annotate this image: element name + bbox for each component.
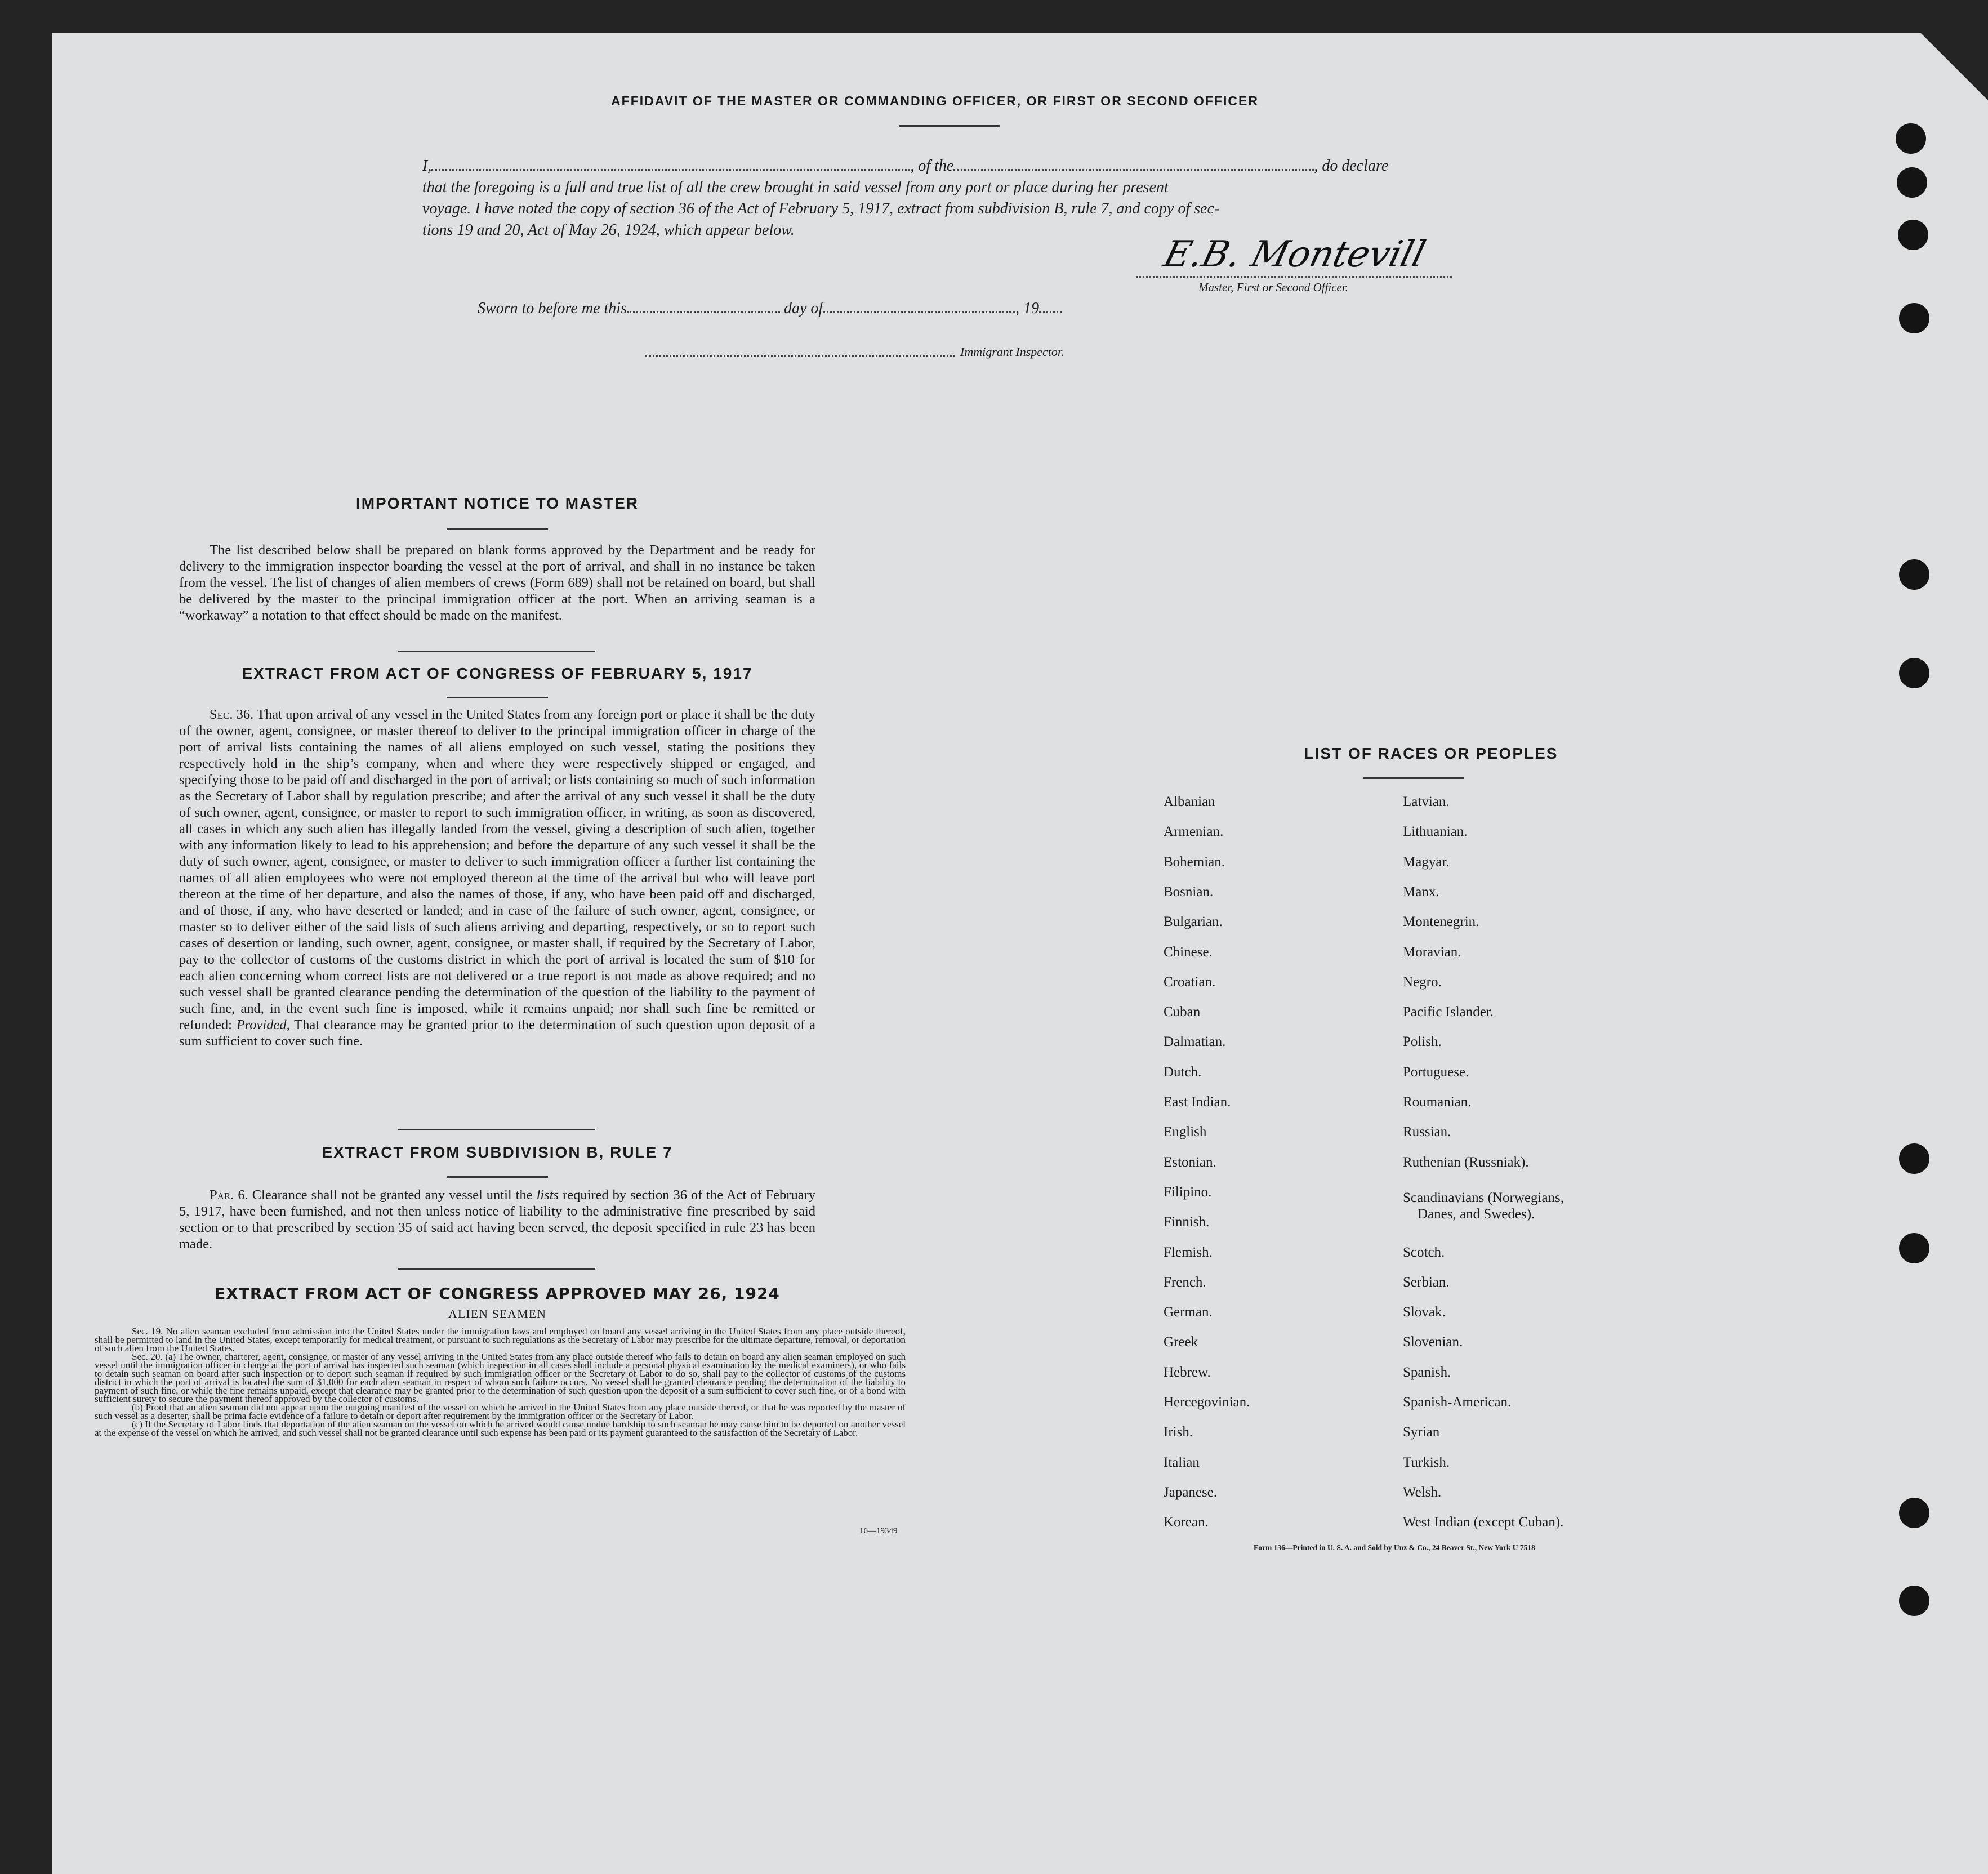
- race-item: Magyar.: [1403, 854, 1450, 870]
- divider: [447, 1176, 548, 1178]
- race-item: Portuguese.: [1403, 1065, 1469, 1080]
- race-item-continuation: Danes, and Swedes).: [1418, 1207, 1535, 1222]
- affidavit-title: AFFIDAVIT OF THE MASTER OR COMMANDING OFFICER, OR FIRST OR SECOND OFFICER: [611, 94, 1259, 108]
- master-signature: E.B. Montevill: [1159, 234, 1430, 275]
- sworn-line: [478, 300, 1062, 318]
- race-item: Bosnian.: [1164, 884, 1214, 900]
- binder-hole: [1899, 303, 1929, 333]
- race-item: Italian: [1164, 1455, 1200, 1470]
- binder-hole: [1899, 1143, 1929, 1174]
- race-item: German.: [1164, 1305, 1213, 1320]
- form-footer: Form 136—Printed in U. S. A. and Sold by Unz & Co., 24 Beaver St., New York U 7518: [1254, 1543, 1535, 1552]
- binder-hole: [1899, 1586, 1929, 1616]
- race-item: Spanish.: [1403, 1365, 1451, 1380]
- inspector-caption: Immigrant Inspector.: [960, 345, 1064, 359]
- race-item: Korean.: [1164, 1515, 1209, 1530]
- divider: [398, 1129, 595, 1130]
- section-36-body: That upon arrival of any vessel in the United States from any foreign port or place it shall be the duty of the owner, agent, consignee, or master thereof to deliver to the principal immigration officer in charge of the port of arrival lists containing the names of all aliens employed on such vessel, stating the positions they respectively hold in the ship’s company, when and where they were respectively shipped or engaged, and specifying those to be paid off and discharged in the port of arrival; or lists containing so much of such information as the Secretary of Labor shall by regulation prescribe; and after the arrival of any such vessel it shall be the duty of such owner, agent, consignee, or master to report to such immigration officer, in writing, as soon as discovered, all cases in which any such alien has illegally landed from the vessel, giving a description of such alien, together with any information likely to lead to his apprehension; and before the departure of any such vessel it shall be the duty of such owner, agent, consignee, or master to deliver to such immigration officer a further list containing the names of all alien employees who were not employed thereon at the time of the arrival but who will leave port thereon at the time of her departure, and also the names of those, if any, who have been paid off and discharged, and of those, if any, who have deserted or landed; and in case of the failure of such owner, agent, consignee, or master so to deliver either of the said lists of such aliens arriving and departing, respectively, or so to report such cases of desertion or landing, such owner, agent, consignee, or master shall, if required by the Secretary of Labor, pay to the collector of customs of the customs district in which the port of arrival is located the sum of $10 for each alien concerning whom correct lists are not delivered or a true report is not made as above required; and no such vessel shall be granted clearance pending the determination of the question of the liability to the payment of such fine, and, in the event such fine is imposed, while it remains unpaid; nor shall such fine be remitted or refunded:: [179, 707, 815, 1032]
- race-item: Lithuanian.: [1403, 824, 1468, 839]
- binder-hole: [1899, 1233, 1929, 1263]
- vessel-blank: [953, 169, 1314, 171]
- extract-1924-title: EXTRACT FROM ACT OF CONGRESS APPROVED MAY 26, 1924: [215, 1284, 780, 1303]
- extract-1917-title: EXTRACT FROM ACT OF CONGRESS OF FEBRUARY 5, 1917: [242, 665, 753, 682]
- race-item: Croatian.: [1164, 974, 1216, 990]
- race-item: Greek: [1164, 1334, 1198, 1350]
- notice-text: The list described below shall be prepared on blank forms approved by the Department and be ready for delivery to the immigration inspector boarding the vessel at the port of arrival, and shall in no instance be taken from the vessel. The list of changes of alien members of crews (Form 689) shall not be retained on board, but shall be delivered by the master to the principal immigration officer at the port. When an arriving seaman is a “workaway” a notation to that effect should be made on the manifest.: [179, 542, 815, 623]
- race-item: Russian.: [1403, 1124, 1451, 1139]
- race-item: Flemish.: [1164, 1245, 1213, 1260]
- affidavit-line-4: tions 19 and 20, Act of May 26, 1924, which appear below.: [422, 221, 795, 239]
- race-item: Chinese.: [1164, 945, 1213, 960]
- race-item: Dutch.: [1164, 1065, 1202, 1080]
- extract-1924-text: [95, 1327, 906, 1437]
- sec-20c-text: (c) If the Secretary of Labor finds that deportation of the alien seaman on the vessel on which he arrived would cause undue hardship to such seaman he may cause him to be deported on another vessel at the expense of the vessel on which he arrived, and such vessel shall not be granted clearance until such expense has been paid or its payment guaranteed to the satisfaction of the Secretary of Labor.: [95, 1419, 906, 1438]
- race-item: Spanish-American.: [1403, 1395, 1512, 1410]
- sworn-month-blank: [823, 311, 1015, 313]
- race-item: Bulgarian.: [1164, 914, 1223, 929]
- race-item: Estonian.: [1164, 1155, 1216, 1170]
- race-item: West Indian (except Cuban).: [1403, 1515, 1564, 1530]
- races-title: LIST OF RACES OR PEOPLES: [1304, 745, 1558, 762]
- race-item: Japanese.: [1164, 1485, 1218, 1500]
- affidavit-line-2: that the foregoing is a full and true list of all the crew brought in said vessel from any port or place during her present: [422, 179, 1169, 196]
- race-item: Negro.: [1403, 974, 1442, 990]
- print-code: 16—19349: [859, 1526, 898, 1535]
- race-item: Armenian.: [1164, 824, 1224, 839]
- notice-title: IMPORTANT NOTICE TO MASTER: [355, 495, 639, 512]
- race-item: French.: [1164, 1275, 1206, 1290]
- affidavit-line-1: [422, 155, 1479, 177]
- race-item: Scotch.: [1403, 1245, 1445, 1260]
- divider: [398, 1268, 595, 1270]
- race-item: Serbian.: [1403, 1275, 1450, 1290]
- binder-hole: [1899, 559, 1929, 590]
- extract-rule7-title: EXTRACT FROM SUBDIVISION B, RULE 7: [322, 1143, 673, 1161]
- race-item: Manx.: [1403, 884, 1439, 900]
- divider: [398, 651, 595, 652]
- race-item: Latvian.: [1403, 794, 1450, 809]
- race-item: Finnish.: [1164, 1214, 1210, 1230]
- sworn-year-blank: [1039, 311, 1062, 313]
- affidavit-of-the: , of the: [910, 157, 954, 175]
- rule7-body-a: Clearance shall not be granted any vessel until the: [252, 1187, 533, 1203]
- signature-line: [1136, 276, 1452, 278]
- race-item: Welsh.: [1403, 1485, 1442, 1500]
- divider: [447, 697, 548, 698]
- race-item: Ruthenian (Russniak).: [1403, 1155, 1529, 1170]
- binder-hole: [1899, 1498, 1929, 1528]
- extract-1924-subtitle: ALIEN SEAMEN: [448, 1307, 546, 1321]
- race-item: Cuban: [1164, 1004, 1201, 1020]
- race-item: Slovak.: [1403, 1305, 1446, 1320]
- affidavit-line-3: voyage. I have noted the copy of section 36 of the Act of February 5, 1917, extract from subdivision B, rule 7, and copy of sec-: [422, 200, 1220, 217]
- sec-19-text: Sec. 19. No alien seaman excluded from admission into the United States under the immigration laws and employed on board any vessel arriving in the United States from any place outside thereof, shall be permitted to land in the United States, except temporarily for medical treatment, or pursuant to such regulations as the Secretary of Labor may prescribe for the ultimate departure, removal, or deportation of such alien from the United States.: [95, 1326, 906, 1354]
- inspector-line: [645, 355, 955, 357]
- race-item: Hebrew.: [1164, 1365, 1211, 1380]
- sworn-day-of: day of: [783, 300, 823, 317]
- race-item: East Indian.: [1164, 1094, 1231, 1110]
- race-item: Montenegrin.: [1403, 914, 1479, 929]
- race-item: Filipino.: [1164, 1185, 1212, 1200]
- race-item: English: [1164, 1124, 1207, 1139]
- race-item: Pacific Islander.: [1403, 1004, 1494, 1020]
- folded-corner: [1920, 33, 1988, 100]
- provided-word: Provided,: [236, 1017, 290, 1032]
- divider: [447, 528, 548, 530]
- sec-20a-text: Sec. 20. (a) The owner, charterer, agent, consignee, or master of any vessel arriving in the United States from any place outside thereof who fails to detain on board any alien seaman employed on such vessel until the immigration officer in charge at the port of arrival has inspected such seaman (which inspection in all cases shall include a personal physical examination by the medical examiners), or who fails to detain such seaman on board after such inspection or to deport such seaman if required by such immigration officer or the Secretary of Labor to do so, shall pay to the collector of customs of the customs district in which the port of arrival is located the sum of $1,000 for each alien seaman in respect of whom such failure occurs. No vessel shall be granted clearance pending the determination of the liability to payment of such fine, or while the fine remains unpaid, except that clearance may be granted prior to the determination of such question upon the deposit of a sum sufficient to cover such fine, or of a bond with sufficient surety to secure the payment thereof approved by the collector of customs.: [95, 1351, 906, 1404]
- race-item: Syrian: [1403, 1425, 1440, 1440]
- section-36-body-end: That clearance may be granted prior to the determination of such question upon deposit of a sum sufficient to cover such fine.: [179, 1017, 815, 1049]
- race-item: Dalmatian.: [1164, 1034, 1226, 1049]
- race-item: Irish.: [1164, 1425, 1193, 1440]
- paragraph-label: Par. 6.: [210, 1187, 248, 1203]
- affidavit-text: [422, 155, 1479, 241]
- extract-rule7-text: [179, 1187, 815, 1252]
- sworn-year: , 19: [1015, 300, 1040, 317]
- extract-1917-text: [179, 706, 815, 1049]
- name-blank: [431, 169, 910, 171]
- binder-hole: [1896, 123, 1926, 154]
- race-item: Roumanian.: [1403, 1094, 1472, 1110]
- race-item: Albanian: [1164, 794, 1215, 809]
- binder-hole: [1898, 220, 1928, 250]
- race-item: Hercegovinian.: [1164, 1395, 1250, 1410]
- sec-20b-text: (b) Proof that an alien seaman did not appear upon the outgoing manifest of the vessel on which he arrived in the United States from any place outside thereof, or that he was reported by the master of such vessel as a deserter, shall be prima facie evidence of a failure to detain or deport after requirement by the immigration officer or the Secretary of Labor.: [95, 1402, 906, 1421]
- affidavit-i: I,: [422, 157, 432, 175]
- divider: [1363, 777, 1464, 779]
- section-label: Sec. 36.: [210, 707, 254, 722]
- sworn-day-blank: [627, 311, 780, 313]
- divider: [899, 125, 1000, 127]
- rule7-body-b: required by section 36 of the Act of February 5, 1917, have been furnished, and not then unless notice of liability to the administrative fine prescribed by said section or to that prescribed by section 35 of said act having been served, the deposit specified in rule 23 has been made.: [179, 1187, 816, 1252]
- race-item: Bohemian.: [1164, 854, 1225, 870]
- race-item: Polish.: [1403, 1034, 1442, 1049]
- lists-word: lists: [536, 1187, 559, 1203]
- race-item: Scandinavians (Norwegians,: [1403, 1190, 1564, 1205]
- race-item: Turkish.: [1403, 1455, 1450, 1470]
- race-item: Moravian.: [1403, 945, 1461, 960]
- race-item: Slovenian.: [1403, 1334, 1463, 1350]
- signature-caption: Master, First or Second Officer.: [1198, 281, 1348, 294]
- sworn-prefix: Sworn to before me this: [478, 300, 627, 317]
- affidavit-declare: , do declare: [1314, 157, 1389, 175]
- binder-hole: [1899, 658, 1929, 688]
- binder-hole: [1897, 167, 1927, 198]
